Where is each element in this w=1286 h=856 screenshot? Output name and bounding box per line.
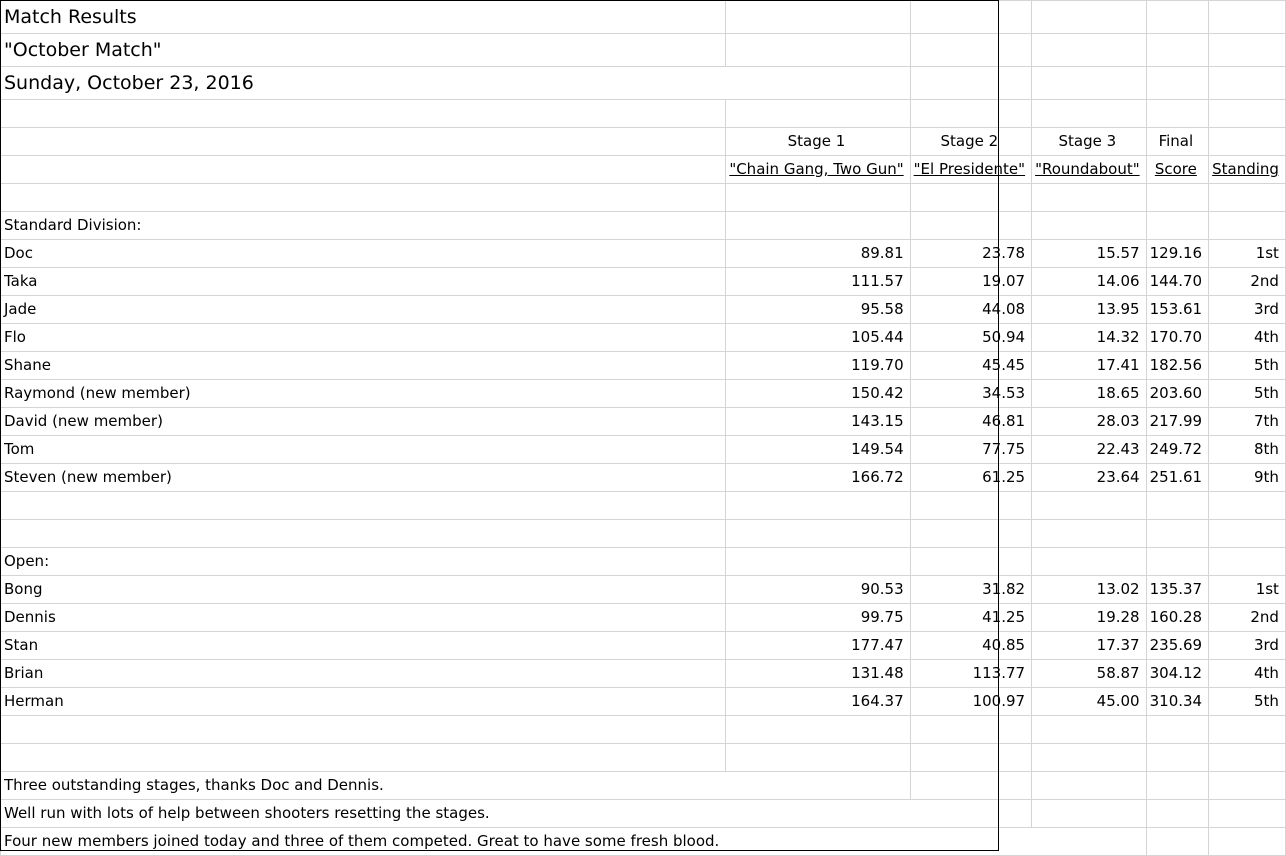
final-score[interactable]: 203.60 [1146, 380, 1209, 408]
stage2-time[interactable]: 46.81 [910, 408, 1031, 436]
stage2-time[interactable]: 23.78 [910, 240, 1031, 268]
stage1-time[interactable]: 166.72 [726, 464, 910, 492]
shooter-name[interactable]: Tom [1, 436, 726, 464]
table-row [1, 240, 1286, 268]
match-date-row [1, 67, 1286, 100]
note-row [1, 772, 1286, 800]
stage3-time[interactable]: 15.57 [1032, 240, 1147, 268]
final-score[interactable]: 129.16 [1146, 240, 1209, 268]
shooter-name[interactable]: Dennis [1, 604, 726, 632]
empty-row [1, 520, 1286, 548]
note-row [1, 800, 1286, 828]
stage3-time[interactable]: 13.02 [1032, 576, 1147, 604]
note-1[interactable]: Three outstanding stages, thanks Doc and Dennis. [1, 772, 726, 800]
standing[interactable]: 2nd [1209, 604, 1286, 632]
stage3-time[interactable]: 23.64 [1032, 464, 1147, 492]
final-header[interactable]: Final [1146, 128, 1209, 156]
sheet-title[interactable]: Match Results [1, 1, 726, 34]
division-label-row [1, 548, 1286, 576]
standing[interactable]: 2nd [1209, 268, 1286, 296]
shooter-name[interactable]: Flo [1, 324, 726, 352]
final-score[interactable]: 304.12 [1146, 660, 1209, 688]
standing[interactable]: 4th [1209, 660, 1286, 688]
stage2-header[interactable]: Stage 2 [910, 128, 1031, 156]
stage1-time[interactable]: 89.81 [726, 240, 910, 268]
shooter-name[interactable]: Brian [1, 660, 726, 688]
standing[interactable]: 5th [1209, 688, 1286, 716]
standing[interactable]: 4th [1209, 324, 1286, 352]
standing[interactable]: 8th [1209, 436, 1286, 464]
note-row [1, 828, 1286, 856]
stage1-time[interactable]: 119.70 [726, 352, 910, 380]
empty-row [1, 184, 1286, 212]
stage3-name[interactable]: "Roundabout" [1032, 156, 1147, 184]
standing[interactable]: 7th [1209, 408, 1286, 436]
shooter-name[interactable]: Doc [1, 240, 726, 268]
final-score[interactable]: 235.69 [1146, 632, 1209, 660]
table-row [1, 660, 1286, 688]
stage2-time[interactable]: 44.08 [910, 296, 1031, 324]
final-score[interactable]: 310.34 [1146, 688, 1209, 716]
column-header-row [1, 128, 1286, 156]
stage2-time[interactable]: 45.45 [910, 352, 1031, 380]
shooter-name[interactable]: David (new member) [1, 408, 726, 436]
stage1-time[interactable]: 131.48 [726, 660, 910, 688]
stage3-time[interactable]: 45.00 [1032, 688, 1147, 716]
stage3-header[interactable]: Stage 3 [1032, 128, 1147, 156]
stage3-time[interactable]: 18.65 [1032, 380, 1147, 408]
stage1-time[interactable]: 90.53 [726, 576, 910, 604]
open-division-label[interactable]: Open: [1, 548, 726, 576]
stage2-time[interactable]: 77.75 [910, 436, 1031, 464]
stage3-time[interactable]: 14.32 [1032, 324, 1147, 352]
shooter-name[interactable]: Bong [1, 576, 726, 604]
match-name[interactable]: "October Match" [1, 34, 726, 67]
match-name-row [1, 34, 1286, 67]
stage2-time[interactable]: 31.82 [910, 576, 1031, 604]
final-score[interactable]: 251.61 [1146, 464, 1209, 492]
stage1-time[interactable]: 149.54 [726, 436, 910, 464]
stage3-time[interactable]: 28.03 [1032, 408, 1147, 436]
stage2-time[interactable]: 113.77 [910, 660, 1031, 688]
shooter-name[interactable]: Taka [1, 268, 726, 296]
stage1-time[interactable]: 150.42 [726, 380, 910, 408]
stage3-time[interactable]: 17.41 [1032, 352, 1147, 380]
table-row [1, 380, 1286, 408]
final-score[interactable]: 144.70 [1146, 268, 1209, 296]
shooter-name[interactable]: Shane [1, 352, 726, 380]
stage2-time[interactable]: 34.53 [910, 380, 1031, 408]
table-row [1, 408, 1286, 436]
stage3-time[interactable]: 19.28 [1032, 604, 1147, 632]
title-row [1, 1, 1286, 34]
empty-row [1, 100, 1286, 128]
standing[interactable]: 9th [1209, 464, 1286, 492]
stage1-time[interactable]: 164.37 [726, 688, 910, 716]
stage3-time[interactable]: 22.43 [1032, 436, 1147, 464]
stage2-time[interactable]: 50.94 [910, 324, 1031, 352]
shooter-name[interactable]: Steven (new member) [1, 464, 726, 492]
stage2-time[interactable]: 61.25 [910, 464, 1031, 492]
stage1-time[interactable]: 105.44 [726, 324, 910, 352]
standing[interactable]: 1st [1209, 240, 1286, 268]
open-division-rows [1, 576, 1286, 716]
table-row [1, 352, 1286, 380]
final-score[interactable]: 217.99 [1146, 408, 1209, 436]
final-score[interactable]: 160.28 [1146, 604, 1209, 632]
stage3-time[interactable]: 58.87 [1032, 660, 1147, 688]
stage2-time[interactable]: 19.07 [910, 268, 1031, 296]
shooter-name[interactable]: Jade [1, 296, 726, 324]
shooter-name[interactable]: Herman [1, 688, 726, 716]
stage2-time[interactable]: 40.85 [910, 632, 1031, 660]
standing[interactable]: 3rd [1209, 296, 1286, 324]
stage3-time[interactable]: 17.37 [1032, 632, 1147, 660]
stage1-name[interactable]: "Chain Gang, Two Gun" [726, 156, 910, 184]
column-subheader-row [1, 156, 1286, 184]
shooter-name[interactable]: Raymond (new member) [1, 380, 726, 408]
standing[interactable]: 1st [1209, 576, 1286, 604]
standing[interactable]: 5th [1209, 352, 1286, 380]
table-row [1, 324, 1286, 352]
table-row [1, 268, 1286, 296]
division-label-row [1, 212, 1286, 240]
final-score-header[interactable]: Score [1146, 156, 1209, 184]
stage1-time[interactable]: 143.15 [726, 408, 910, 436]
final-score[interactable]: 170.70 [1146, 324, 1209, 352]
table-row [1, 296, 1286, 324]
empty-row [1, 492, 1286, 520]
note-3[interactable]: Four new members joined today and three of them competed. Great to have some fresh blood. [1, 828, 726, 856]
stage1-time[interactable]: 95.58 [726, 296, 910, 324]
shooter-name[interactable]: Stan [1, 632, 726, 660]
standing[interactable]: 5th [1209, 380, 1286, 408]
final-score[interactable]: 153.61 [1146, 296, 1209, 324]
stage3-time[interactable]: 13.95 [1032, 296, 1147, 324]
stage1-time[interactable]: 177.47 [726, 632, 910, 660]
stage1-time[interactable]: 111.57 [726, 268, 910, 296]
standing-header[interactable]: Standing [1209, 156, 1286, 184]
standard-division-label[interactable]: Standard Division: [1, 212, 726, 240]
empty-row [1, 716, 1286, 744]
stage1-time[interactable]: 99.75 [726, 604, 910, 632]
table-row [1, 576, 1286, 604]
match-date[interactable]: Sunday, October 23, 2016 [1, 67, 726, 100]
final-score[interactable]: 182.56 [1146, 352, 1209, 380]
final-score[interactable]: 135.37 [1146, 576, 1209, 604]
table-row [1, 436, 1286, 464]
stage3-time[interactable]: 14.06 [1032, 268, 1147, 296]
standing[interactable]: 3rd [1209, 632, 1286, 660]
table-row [1, 604, 1286, 632]
final-score[interactable]: 249.72 [1146, 436, 1209, 464]
table-row [1, 464, 1286, 492]
stage1-header[interactable]: Stage 1 [726, 128, 910, 156]
stage2-name[interactable]: "El Presidente" [910, 156, 1031, 184]
table-row [1, 632, 1286, 660]
standard-division-rows [1, 240, 1286, 492]
note-2[interactable]: Well run with lots of help between shooters resetting the stages. [1, 800, 726, 828]
table-row [1, 688, 1286, 716]
stage2-time[interactable]: 100.97 [910, 688, 1031, 716]
stage2-time[interactable]: 41.25 [910, 604, 1031, 632]
empty-row [1, 744, 1286, 772]
